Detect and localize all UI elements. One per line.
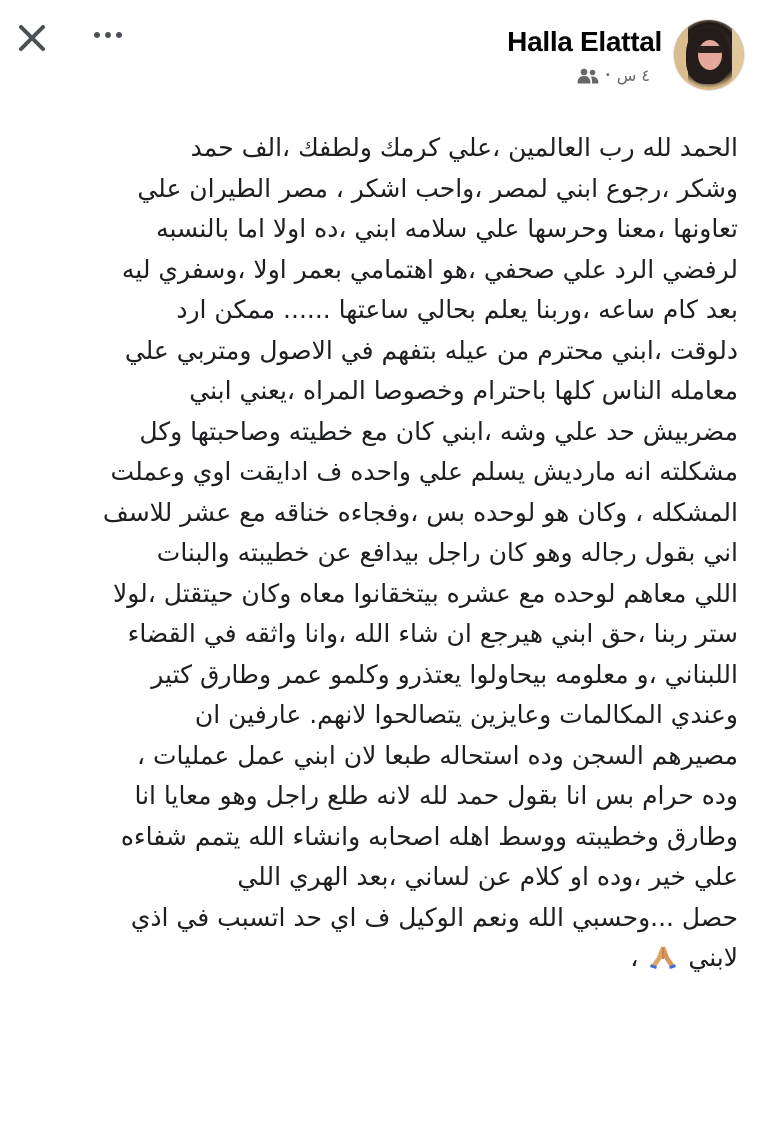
close-button[interactable] [14, 20, 50, 56]
post-line: مضربيش حد علي وشه ،ابني كان مع خطيته وصاحبتها وكل [139, 416, 738, 446]
post-line: ستر ربنا ،حق ابني هيرجع ان شاء الله ،وانا واثقه في القضاء [127, 619, 738, 648]
folded-hands-emoji-icon [650, 945, 676, 969]
author-block [507, 20, 744, 90]
post-meta [577, 66, 650, 85]
post-line: مشكلته انه ماردیش يسلم علي واحده ف ادايقت اوي وعملت [110, 457, 738, 486]
post-line: بعد كام ساعه ،وربنا يعلم بحالي ساعتها ...... ممكن ارد [176, 295, 738, 324]
post-header [0, 0, 768, 110]
post-line: تعاونها ،معنا وحرسها علي سلامه ابني ،ده اولا اما بالنسبه [156, 214, 738, 243]
post-line: الحمد لله رب العالمين ،علي كرمك ولطفك ،الف حمد [190, 133, 738, 162]
author-info [507, 20, 662, 85]
post-line: علي خير ،وده او كلام عن لساني ،بعد الهري اللي [237, 862, 738, 891]
post-line: وطارق وخطيبته ووسط اهله اصحابه وانشاء الله يتمم شفاءه [120, 821, 738, 851]
post-timestamp[interactable]: ٤ س [616, 66, 650, 85]
post-line: وده حرام بس انا بقول حمد لله لانه طلع راجل وهو معايا انا [134, 781, 738, 810]
post-line: حصل ...وحسبي الله ونعم الوكيل ف اي حد اتسبب في اذي [130, 902, 738, 932]
meta-separator: • [604, 70, 611, 81]
more-options-button[interactable] [88, 22, 128, 48]
last-line-comma: ، [630, 943, 639, 972]
post-line: اللي معاهم لوحده مع عشره بيتخقانوا معاه وكان حيتقتل ،لولا [112, 578, 738, 608]
audience-selector[interactable] [577, 68, 599, 84]
author-avatar[interactable] [674, 20, 744, 90]
author-name[interactable]: Halla Elattal [507, 26, 662, 57]
close-icon [14, 20, 50, 56]
post-line: وشكر ،رجوع ابني لمصر ،واحب اشكر ، مصر الطيران علي [137, 173, 738, 203]
post-line-last [34, 938, 738, 979]
post-line: دلوقت ،ابني محترم من عيله بتفهم في الاصول ومتربي علي [124, 335, 738, 365]
post-text [34, 128, 738, 979]
post-line: مصيرهم السجن وده استحاله طبعا لان ابني عمل عمليات ، [136, 740, 738, 770]
friends-icon [577, 68, 599, 84]
post-line: اللبناني ،و معلومه بيحاولوا يعتذرو وكلمو عمر وطارق كتير [151, 659, 738, 689]
post-line: اني بقول رجاله وهو كان راجل بيدافع عن خطيبته والبنات [156, 538, 738, 567]
post-line: وعندي المكالمات وعايزين يتصالحوا لانهم. عارفين ان [194, 700, 738, 729]
post-line: المشكله ، وكان هو لوحده بس ،وفجاءه خناقه مع عشر للاسف [102, 497, 738, 527]
post-line: لرفضي الرد علي صحفي ،هو اهتمامي بعمر اولا ،وسفري ليه [121, 254, 738, 284]
post-line: معامله الناس كلها باحترام وخصوصا المراه ،يعني ابني [189, 376, 738, 405]
last-line-text: لابني [688, 943, 738, 972]
more-options-icon [88, 22, 128, 48]
